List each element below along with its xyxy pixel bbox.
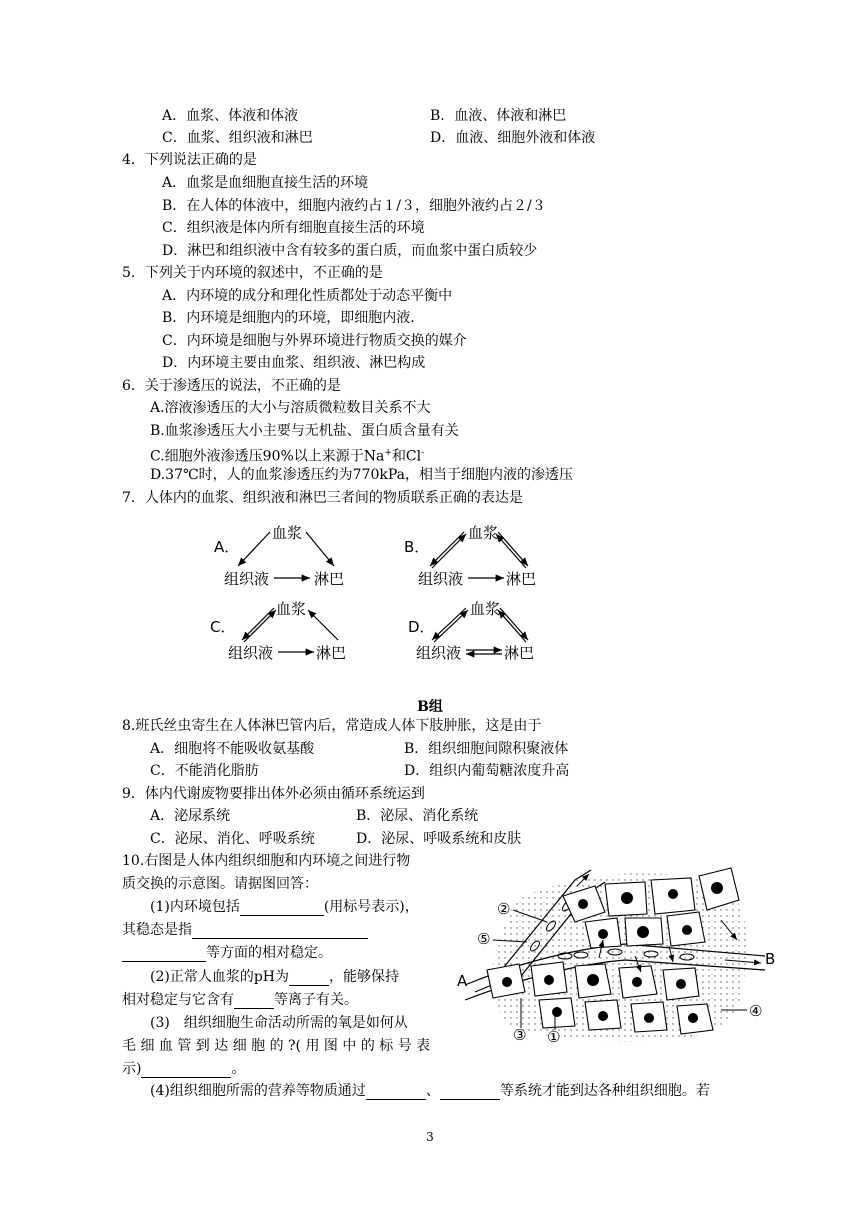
q9-option-c: C．泌尿、消化、呼吸系统 (150, 831, 315, 847)
q9-option-a: A．泌尿系统 (150, 808, 231, 824)
q7-d-tissue: 组织液 (416, 644, 462, 662)
label-3: ③ (513, 1026, 527, 1044)
q8-option-a: A．细胞将不能吸收氨基酸 (150, 741, 315, 757)
q7-c-plasma: 血浆 (276, 600, 307, 618)
q10-part2-line1: (2)正常人血浆的pH为 ，能够保持 (150, 969, 400, 985)
q7-a-tissue: 组织液 (224, 570, 270, 588)
label-5: ⑤ (477, 930, 491, 948)
q8-option-b: B．组织细胞间隙积聚液体 (404, 741, 569, 757)
q7-a-lymph: 淋巴 (314, 570, 345, 588)
q5-option-b: B．内环境是细胞内的环境，即细胞内液． (162, 310, 425, 326)
blank-8[interactable] (440, 1085, 500, 1100)
q8-stem: 8.班氏丝虫寄生在人体淋巴管内后，常造成人体下肢肿胀，这是由于 (122, 718, 542, 734)
label-b: B (765, 950, 776, 968)
q7-b-lymph: 淋巴 (506, 570, 537, 588)
q10-part3-line3: 示) 。 (122, 1061, 246, 1077)
label-4: ④ (749, 1002, 763, 1020)
q10-part3-line2: 毛 细 血 管 到 达 细 胞 的 ?( 用 图 中 的 标 号 表 (122, 1038, 431, 1054)
blank-6[interactable] (141, 1063, 231, 1078)
q7-d-plasma: 血浆 (470, 600, 501, 618)
blank-1[interactable] (240, 901, 324, 916)
q4-option-b: B．在人体的体液中，细胞内液约占１/３，细胞外液约占２/３ (162, 198, 546, 214)
page-number: 3 (426, 1130, 434, 1144)
q10-line2: 质交换的示意图。请据图回答： (122, 876, 318, 892)
q7-diagram-c (210, 596, 360, 666)
q5-option-d: D．内环境主要由血浆、组织液、淋巴构成 (162, 355, 426, 371)
group-b-heading: B组 (417, 699, 443, 715)
q7-stem: 7．人体内的血浆、组织液和淋巴三者间的物质联系正确的表达是 (122, 490, 523, 506)
q4-stem: 4．下列说法正确的是 (122, 152, 257, 168)
q9-option-b: B．泌尿、消化系统 (356, 808, 479, 824)
q3-option-c: C．血浆、组织液和淋巴 (162, 130, 313, 146)
label-1: ① (547, 1028, 561, 1046)
q7-d-letter: D． (408, 618, 435, 636)
q4-option-d: D．淋巴和组织液中含有较多的蛋白质，而血浆中蛋白质较少 (162, 243, 538, 259)
q3-option-d: D．血液、细胞外液和体液 (430, 130, 596, 146)
q6-option-a: A.溶液渗透压的大小与溶质微粒数目关系不大 (150, 400, 431, 416)
blank-7[interactable] (366, 1085, 426, 1100)
q5-stem: 5．下列关于内环境的叙述中，不正确的是 (122, 265, 383, 281)
q5-option-c: C．内环境是细胞与外界环境进行物质交换的媒介 (162, 333, 467, 349)
q6-option-c: C.细胞外液渗透压90%以上来源于Na+和Cl- (150, 448, 425, 465)
blank-2[interactable] (192, 924, 368, 939)
q7-a-letter: A． (214, 538, 240, 556)
q10-part2-line2: 相对稳定与它含有 等离子有关。 (122, 992, 358, 1008)
q6-option-d: D.37℃时，人的血浆渗透压约为770kPa，相当于细胞内液的渗透压 (150, 467, 573, 483)
q7-c-tissue: 组织液 (228, 644, 274, 662)
q7-b-tissue: 组织液 (418, 570, 464, 588)
q7-diagram-b (400, 520, 550, 590)
q5-option-a: A．内环境的成分和理化性质都处于动态平衡中 (162, 288, 453, 304)
blank-4[interactable] (289, 971, 329, 986)
q8-option-d: D．组织内葡萄糖浓度升高 (404, 763, 570, 779)
blank-5[interactable] (234, 994, 274, 1009)
q10-part1-line1: (1)内环境包括 (用标号表示)， (150, 899, 419, 915)
q8-option-c: C．不能消化脂肪 (150, 763, 259, 779)
blank-3[interactable] (122, 947, 206, 962)
q10-line1: 10.右图是人体内组织细胞和内环境之间进行物 (122, 853, 411, 869)
q7-c-lymph: 淋巴 (316, 644, 347, 662)
q10-part1-line2: 其稳态是指 (122, 921, 368, 939)
q7-diagram-a (210, 520, 360, 590)
q4-option-c: C．组织液是体内所有细胞直接生活的环境 (162, 220, 425, 236)
q10-part3-line1: (3) 组织细胞生命活动所需的氧是如何从 (150, 1015, 408, 1031)
q3-option-b: B．血液、体液和淋巴 (430, 108, 567, 124)
q6-stem: 6．关于渗透压的说法，不正确的是 (122, 378, 341, 394)
q4-option-a: A．血浆是血细胞直接生活的环境 (162, 175, 369, 191)
q7-d-lymph: 淋巴 (504, 644, 535, 662)
q10-part1-line3: 等方面的相对稳定。 (122, 944, 332, 962)
label-2: ② (497, 900, 511, 918)
q7-diagram-d (400, 596, 550, 666)
q6-option-b: B.血浆渗透压大小主要与无机盐、蛋白质含量有关 (150, 423, 459, 439)
q7-b-plasma: 血浆 (468, 524, 499, 542)
label-a: A (457, 972, 468, 990)
tissue-exchange-diagram (455, 860, 785, 1050)
q7-c-letter: C． (210, 618, 236, 636)
q7-b-letter: B． (404, 538, 430, 556)
q7-a-plasma: 血浆 (272, 524, 303, 542)
q9-option-d: D．泌尿、呼吸系统和皮肤 (356, 831, 522, 847)
q3-option-a: A．血浆、体液和体液 (162, 108, 299, 124)
q10-part4-line1: (4)组织细胞所需的营养等物质通过 、 等系统才能到达各种组织细胞。若 (150, 1083, 710, 1099)
q9-stem: 9．体内代谢废物要排出体外必须由循环系统运到 (122, 786, 425, 802)
